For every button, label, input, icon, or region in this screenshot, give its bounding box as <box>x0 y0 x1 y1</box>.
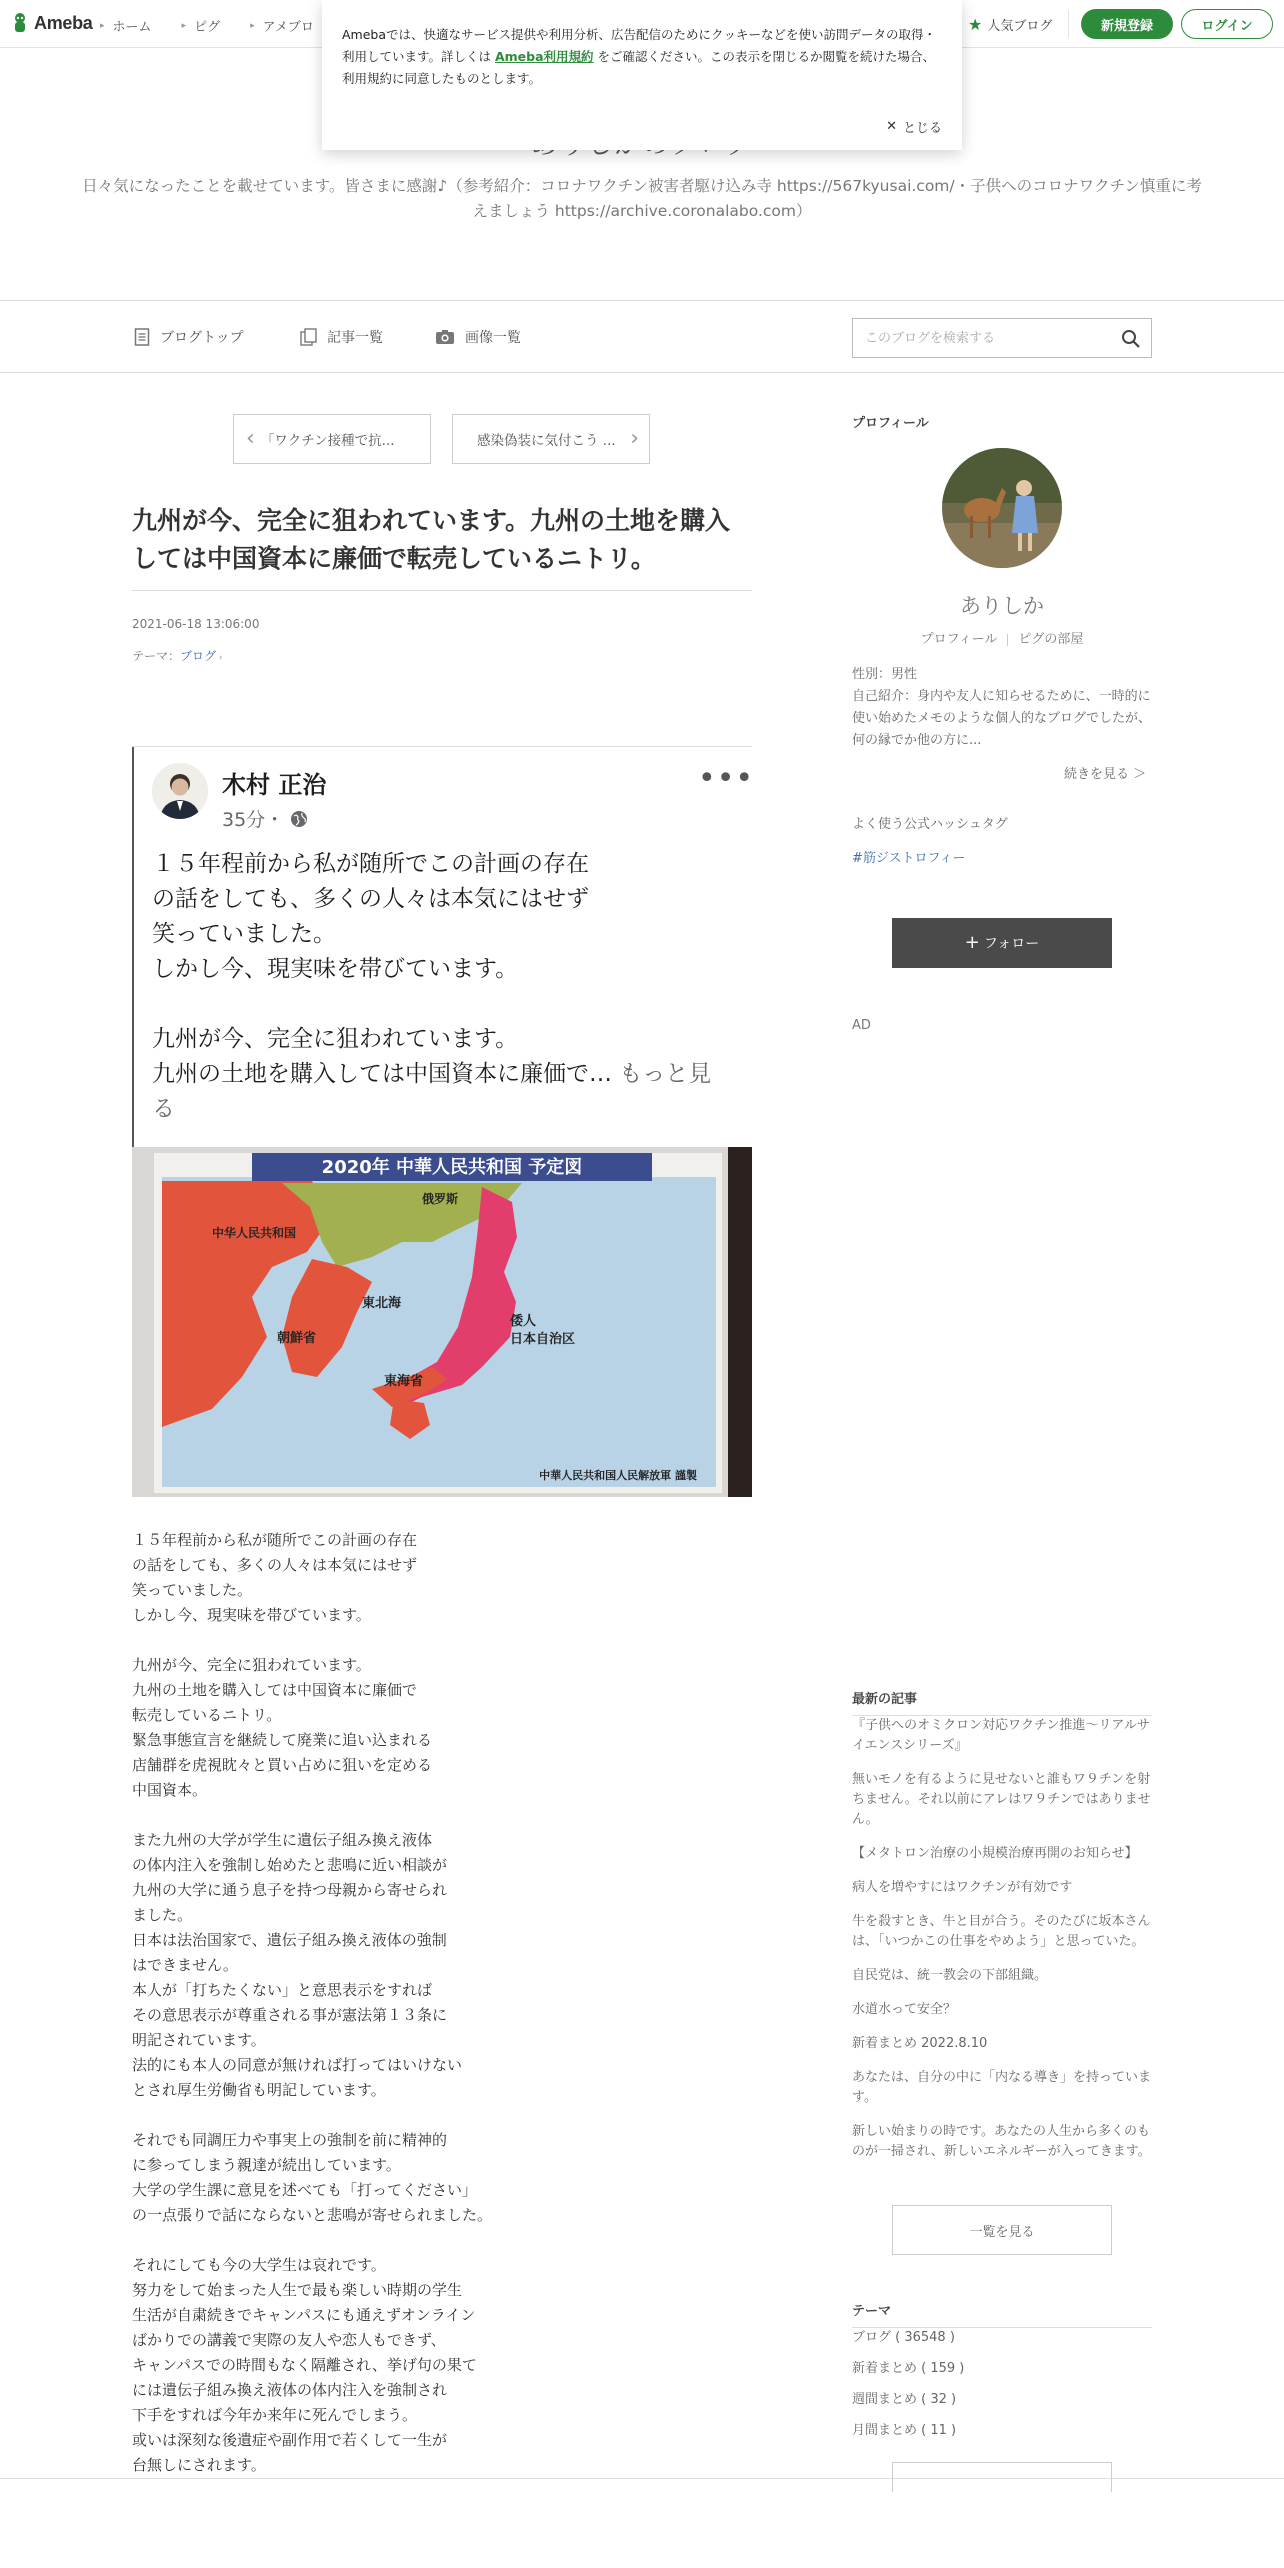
image-list-link[interactable] <box>435 327 521 347</box>
theme-heading-text: テーマ <box>852 2300 1152 2328</box>
latest-article-item[interactable]: 新しい始まりの時です。あなたの人生から多くのものが一掃され、新しいエネルギーが入ってきます。 <box>852 2124 1151 2159</box>
blog-search <box>852 318 1152 358</box>
article-body: １５年程前から私が随所でこの計画の存在 の話をしても、多くの人々は本気にはせず 笑っていました。 しかし今、現実味を帯びています。 九州が今、完全に狙われています。 九州の土地を購入しては中国資本に廉価で 転売しているニトリ。 緊急事態宣言を継続して廃業に追い込まれる 店舗群を虎視眈々と買い占めに狙いを定める 中国資本。 また九州の大学が学生に遺伝子組み換え液体 の体内注入を強制し始めたと悲鳴に近い相談が 九州の大学に通う息子を持つ母親から寄せられ ました。 日本は法治国家で、遺伝子組み換え液体の強制 はできません。 本人が「打ちたくない」と意思表示をすれば その意思表示が尊重される事が憲法第１３条に 明記されています。 法的にも本人の同意が無ければ打ってはいけない とされ厚生労働省も明記しています。 それでも同調圧力や事実上の強制を前に精神的 に参ってしまう親達が続出しています。 大学の学生課に意見を述べても「打ってください」 の一点張りで話にならないと悲鳴が寄せられました。 それにしても今の大学生は哀れです。 努力をして始まった人生で最も楽しい時期の学生 生活が自粛続きでキャンパスにも通えずオンライン ばかりでの講義で実際の友人や恋人もできず、 キャンパスでの時間もなく隔離され、挙げ句の果て には遺伝子組み換え液体の体内注入を強制され 下手をすれば今年か来年に死んでしまう。 或いは深刻な後遺症や副作用で若くして一生が 台無しにされます。 <box>132 1531 493 2474</box>
article-list-link[interactable] <box>300 327 383 347</box>
login-button[interactable]: ログイン <box>1181 9 1273 39</box>
document-icon <box>134 328 150 346</box>
plus-icon: + <box>964 932 980 953</box>
cookie-text-part: Amebaでは、快適なサービス提供や利用分析、広告配信のためにクッキーなどを使い訪問データの取得・利用しています。詳しくは <box>342 27 937 64</box>
map-label: 中华人民共和国 <box>212 1226 297 1240</box>
profile-heading: プロフィール <box>852 416 929 431</box>
profile-link[interactable]: プロフィール <box>920 632 998 647</box>
nav-pigg[interactable] <box>182 16 221 35</box>
ad-label: AD <box>852 1018 871 1033</box>
search-icon[interactable] <box>1121 329 1141 349</box>
theme-item[interactable]: 月間まとめ ( 11 ) <box>852 2423 957 2438</box>
post-text <box>152 847 732 1127</box>
map-label: 日本自治区 <box>510 1332 576 1347</box>
blog-top-label: ブログトップ <box>160 330 244 346</box>
copy-icon <box>300 328 317 346</box>
latest-heading <box>852 1688 1152 1716</box>
map-label: 俄罗斯 <box>422 1192 459 1206</box>
theme-heading <box>852 2300 1152 2328</box>
latest-article-item[interactable]: 水道水って安全？ <box>852 2002 957 2017</box>
close-icon: ✕ <box>886 119 897 134</box>
chevron-right-icon: ▸ <box>100 20 105 31</box>
sidebar-button-stub[interactable] <box>892 2462 1112 2492</box>
avatar[interactable] <box>152 763 208 819</box>
chevron-left-icon: ‹ <box>246 426 255 451</box>
divider <box>132 590 752 591</box>
close-label: とじる <box>902 121 942 136</box>
see-all-button[interactable]: 一覧を見る <box>892 2205 1112 2255</box>
post-author[interactable]: 木村 正治 <box>222 771 327 799</box>
chevron-right-icon: › <box>216 653 223 663</box>
map-label: 倭人 <box>510 1314 537 1329</box>
latest-article-item[interactable]: 病人を増やすにはワクチンが有効です <box>852 1880 1073 1895</box>
chevron-right-icon: › <box>630 426 639 451</box>
theme-item[interactable]: ブログ ( 36548 ) <box>852 2330 955 2345</box>
cookie-text-part: をご確認ください。この表示を閉じるか閲覧を続けた場合、利用規約に同意したものとします。 <box>342 49 936 86</box>
post-meta <box>222 805 308 832</box>
latest-article-item[interactable]: あなたは、自分の中に「内なる導き」を持っています。 <box>852 2070 1152 2105</box>
chevron-right-icon: ▸ <box>181 20 187 31</box>
hashtag-heading: よく使う公式ハッシュタグ <box>852 817 1008 832</box>
logo-text: Ameba <box>34 12 93 33</box>
nav-ameblo[interactable] <box>250 16 314 35</box>
blog-description: 日々気になったことを載せています。皆さまに感謝♪（参考紹介：コロナワクチン被害者駆け込み寺 https://567kyusai.com/・子供へのコロナワクチン慎重に考えましょう https://archive.coronalabo.com） <box>82 177 1202 220</box>
latest-heading-text: 最新の記事 <box>852 1688 1152 1716</box>
cookie-consent-dialog <box>322 0 962 150</box>
search-input[interactable] <box>853 319 1103 357</box>
theme-label: テーマ： <box>132 649 181 663</box>
popular-blog-label: 人気ブログ <box>987 19 1053 34</box>
map-label: 朝鮮省 <box>277 1331 317 1346</box>
profile-gender: 性別：男性 <box>852 667 918 682</box>
nav-label: ピグ <box>194 20 221 35</box>
popular-blog-link[interactable] <box>968 15 1052 34</box>
article-title: 九州が今、完全に狙われています。九州の土地を購入しては中国資本に廉価で転売しているニトリ。 <box>132 506 731 573</box>
prev-article-label: 「ワクチン接種で抗... <box>260 433 395 449</box>
theme-list <box>852 2328 1152 2452</box>
latest-article-item[interactable]: 新着まとめ 2022.8.10 <box>852 2036 988 2051</box>
divider <box>1068 10 1069 38</box>
hashtag-link[interactable]: #筋ジストロフィー <box>852 851 966 866</box>
latest-article-item[interactable]: 『子供へのオミクロン対応ワクチン推進〜リアルサイエンスシリーズ』 <box>852 1718 1150 1753</box>
nav-label: ホーム <box>112 20 152 35</box>
ameba-logo[interactable] <box>12 12 93 34</box>
latest-article-item[interactable]: 牛を殺すとき、牛と目が合う。そのたびに坂本さんは、「いつかこの仕事をやめよう」と思っていた。 <box>852 1914 1151 1949</box>
nav-label: アメブロ <box>262 20 314 35</box>
see-more-link[interactable]: もっと見る <box>152 1061 712 1122</box>
nav-home[interactable] <box>100 16 152 35</box>
camera-icon <box>435 329 455 345</box>
globe-icon <box>290 810 308 828</box>
follow-label: フォロー <box>983 936 1040 952</box>
divider <box>0 2478 1284 2479</box>
latest-article-item[interactable]: 自民党は、統一教会の下部組織。 <box>852 1968 1048 1983</box>
prev-article-button[interactable] <box>233 414 431 464</box>
signup-button[interactable]: 新規登録 <box>1081 9 1173 39</box>
cookie-close-button[interactable] <box>886 117 942 136</box>
blog-nav <box>0 300 1284 373</box>
post-image-map[interactable] <box>132 1147 752 1497</box>
theme-item[interactable]: 週間まとめ ( 32 ) <box>852 2392 957 2407</box>
map-label: 東北海 <box>362 1296 402 1311</box>
person-photo <box>152 763 208 819</box>
next-article-label: 感染偽装に気付こう ... <box>477 433 616 449</box>
divider <box>1007 634 1008 646</box>
article-list-label: 記事一覧 <box>327 330 383 346</box>
image-list-label: 画像一覧 <box>465 330 521 346</box>
chevron-right-icon: ▸ <box>250 20 255 31</box>
profile-links <box>852 628 1152 647</box>
cookie-text <box>342 24 940 90</box>
terms-link[interactable]: Ameba利用規約 <box>494 49 594 64</box>
post-text-content: １５年程前から私が随所でこの計画の存在 の話をしても、多くの人々は本気にはせず 笑っていました。 しかし今、現実味を帯びています。 九州が今、完全に狙われています。 九州の土地を購入しては中国資本に廉価で… <box>152 851 612 1087</box>
ameba-mascot-icon <box>12 12 28 34</box>
profile-avatar[interactable] <box>942 448 1062 568</box>
map-label: 東海省 <box>384 1374 424 1389</box>
latest-article-item[interactable]: 無いモノを有るように見せないと誰もワ９チンを射ちません。それ以前にアレはワ９チンではありません。 <box>852 1772 1151 1827</box>
map-title: 2020年 中華人民共和国 予定図 <box>321 1157 583 1178</box>
article-theme <box>132 647 223 664</box>
star-icon: ★ <box>968 14 983 34</box>
latest-article-item[interactable]: 【メタトロン治療の小規模治療再開のお知らせ】 <box>852 1846 1138 1861</box>
blog-top-link[interactable] <box>134 327 244 347</box>
read-more-link[interactable]: 続きを見る ＞ <box>1064 767 1147 782</box>
post-time[interactable]: 35分・ <box>222 809 285 831</box>
next-article-button[interactable] <box>452 414 650 464</box>
profile-info <box>852 664 1152 752</box>
more-options-icon[interactable]: ••• <box>698 761 755 796</box>
article-date: 2021-06-18 13:06:00 <box>132 617 260 631</box>
profile-name[interactable]: ありしか <box>960 594 1044 618</box>
follow-button[interactable] <box>892 918 1112 968</box>
map-credit: 中華人民共和国人民解放軍 謹製 <box>539 1469 697 1482</box>
embedded-facebook-post <box>132 746 755 1496</box>
theme-link[interactable]: ブログ <box>180 649 217 663</box>
global-nav <box>100 16 314 35</box>
profile-photo <box>942 448 1062 568</box>
pigg-room-link[interactable]: ピグの部屋 <box>1018 632 1084 647</box>
latest-articles-list <box>852 1716 1152 2176</box>
theme-item[interactable]: 新着まとめ ( 159 ) <box>852 2361 965 2376</box>
profile-intro: 自己紹介：身内や友人に知らせるために、一時的に使い始めたメモのような個人的なブログでしたが、何の縁でか他の方に... <box>852 689 1152 748</box>
